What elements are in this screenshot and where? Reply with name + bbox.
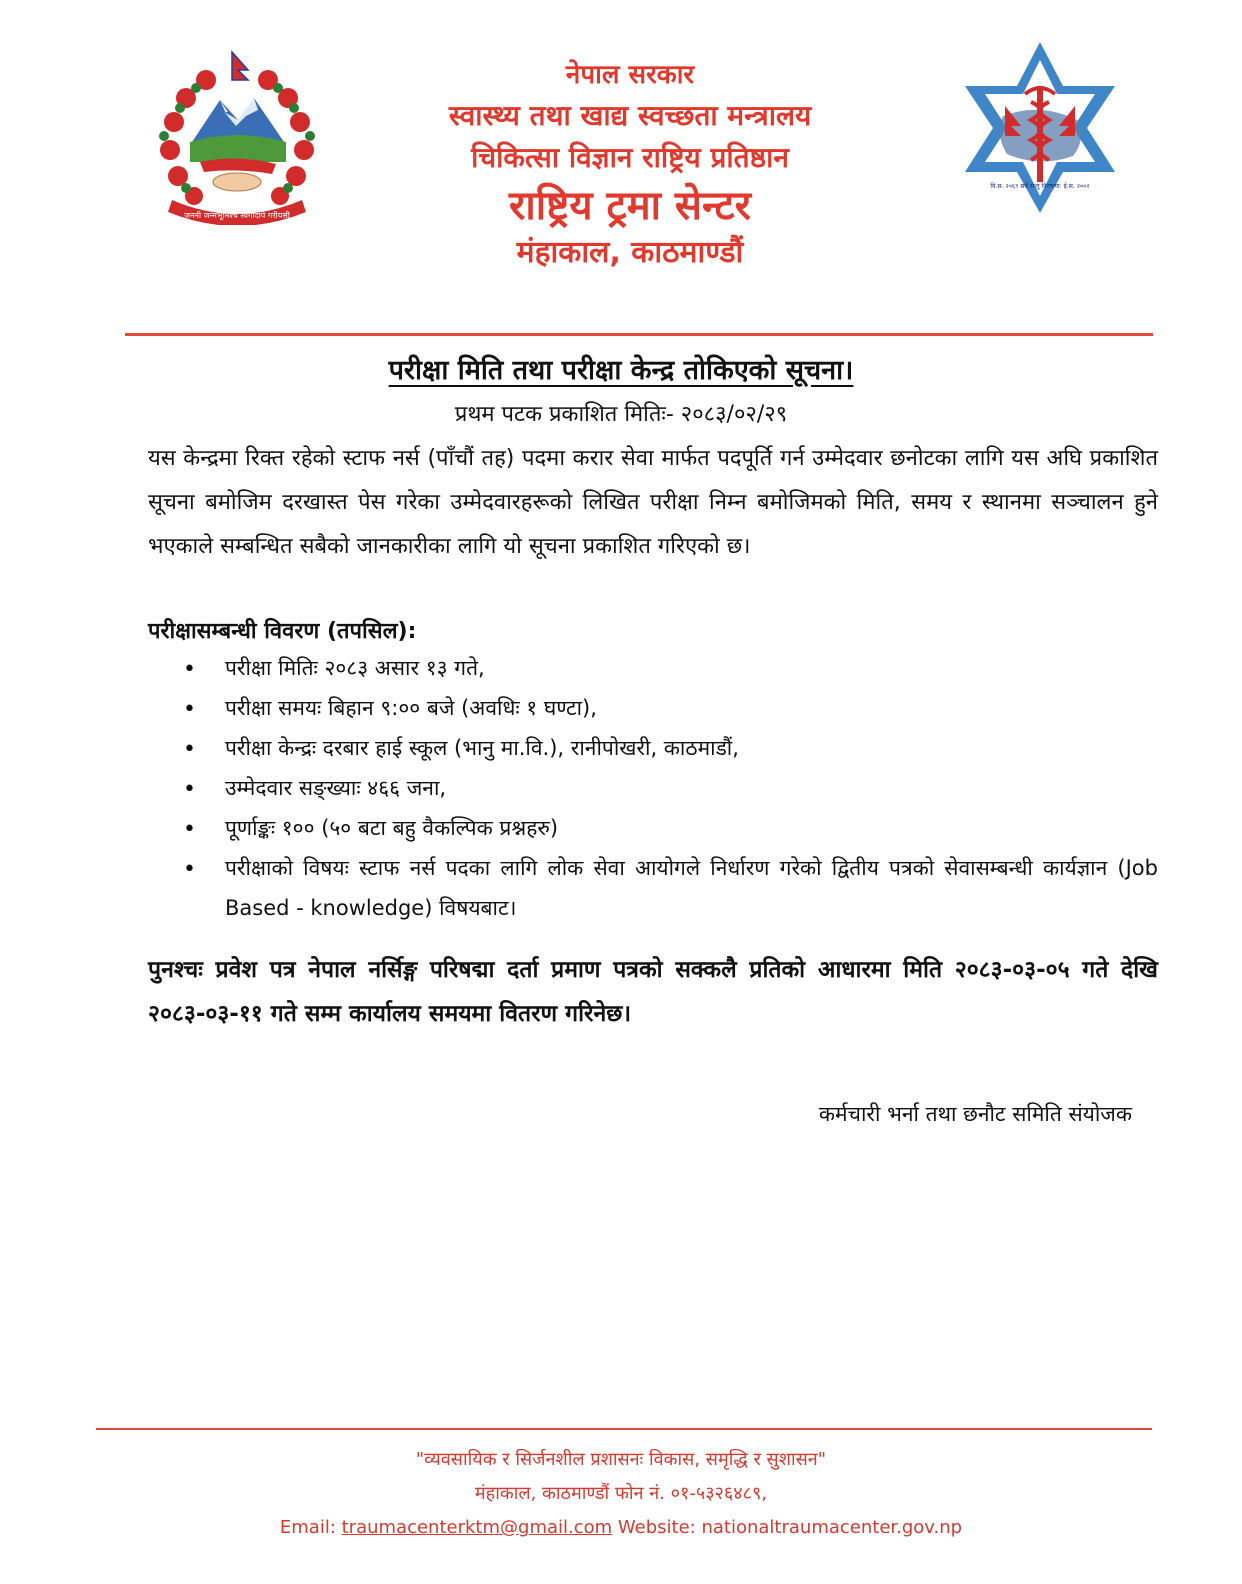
website-label: Website: bbox=[617, 1517, 696, 1538]
footer-contact bbox=[0, 1511, 1242, 1545]
academy-name: चिकित्सा विज्ञान राष्ट्रिय प्रतिष्ठान bbox=[471, 141, 789, 174]
list-item-exam-date: • परीक्षा मितिः २०८३ असार १३ गते, bbox=[183, 648, 1158, 688]
exam-details-list bbox=[183, 648, 1158, 928]
footer bbox=[0, 1443, 1242, 1545]
government-name: नेपाल सरकार bbox=[565, 60, 695, 90]
exam-details-heading: परीक्षासम्बन्धी विवरण (तपसिल): bbox=[148, 619, 417, 644]
list-item-exam-time: • परीक्षा समयः बिहान ९:०० बजे (अवधिः १ घण्टा), bbox=[183, 688, 1158, 728]
list-item-candidate-count: • उम्मेदवार सङ्ख्याः ४६६ जना, bbox=[183, 768, 1158, 808]
footer-slogan: "व्यवसायिक र सिर्जनशील प्रशासनः विकास, समृद्धि र सुशासन" bbox=[415, 1449, 827, 1470]
nepal-government-emblem-icon bbox=[150, 50, 325, 225]
footer-divider bbox=[96, 1428, 1152, 1430]
notice-title: परीक्षा मिति तथा परीक्षा केन्द्र तोकिएको सूचना। bbox=[388, 355, 854, 386]
header-divider bbox=[125, 333, 1153, 336]
list-item-exam-subject: • परीक्षाको विषयः स्टाफ नर्स पदका लागि लोक सेवा आयोगले निर्धारण गरेको द्वितीय पत्रको सेवासम्बन्धी कार्यज्ञान (Job Based - knowledge) विषयबाट। bbox=[183, 848, 1158, 928]
list-item-full-marks: • पूर्णाङ्कः १०० (५० बटा बहु वैकल्पिक प्रश्नहरु) bbox=[183, 808, 1158, 848]
letterhead bbox=[0, 0, 1242, 320]
office-heading bbox=[330, 62, 930, 268]
institution-address: मंहाकाल, काठमाण्डौं bbox=[516, 235, 744, 270]
published-date: प्रथम पटक प्रकाशित मितिः- २०८३/०२/२९ bbox=[454, 402, 788, 427]
signatory: कर्मचारी भर्ना तथा छनौट समिति संयोजक bbox=[818, 1102, 1132, 1126]
footer-address: मंहाकाल, काठमाण्डौं फोन नं. ०१-५३२६४८९, bbox=[474, 1483, 768, 1504]
svg-text:वि.स. २०६९ सर्वे सन्तु निरामया: वि.स. २०६९ सर्वे सन्तु निरामया: ई.स. २००२ bbox=[990, 183, 1090, 190]
postscript-note: पुनश्चः प्रवेश पत्र नेपाल नर्सिङ्ग परिषद्मा दर्ता प्रमाण पत्रको सक्कलै प्रतिको आधारमा मिति २०८३-०३-०५ गते देखि २०८३-०३-११ गते सम्म कार्यालय समयमा वितरण गरिनेछ। bbox=[148, 957, 1158, 1027]
notice-body: यस केन्द्रमा रिक्त रहेको स्टाफ नर्स (पाँचौं तह) पदमा करार सेवा मार्फत पदपूर्ति गर्न उम्मेदवार छनोटका लागि यस अघि प्रकाशित सूचना बमोजिम दरखास्त पेस गरेका उम्मेदवारहरूको लिखित परीक्षा निम्न बमोजिमको मिति, समय र स्थानमा सञ्चालन हुने भएकाले सम्बन्धित सबैको जानकारीका लागि यो सूचना प्रकाशित गरिएको छ। bbox=[148, 446, 1158, 559]
nams-star-caduceus-logo-icon bbox=[955, 38, 1125, 213]
institution-name: राष्ट्रिय ट्रमा सेन्टर bbox=[508, 183, 752, 229]
website-link[interactable]: nationaltraumacenter.gov.np bbox=[701, 1517, 963, 1538]
ministry-name: स्वास्थ्य तथा खाद्य स्वच्छता मन्त्रालय bbox=[448, 99, 812, 132]
email-link[interactable]: traumacenterktm@gmail.com bbox=[341, 1517, 613, 1538]
svg-text:जननी जन्मभूमिश्च स्वर्गादपि गर: जननी जन्मभूमिश्च स्वर्गादपि गरीयसी bbox=[184, 211, 290, 220]
email-label: Email: bbox=[279, 1517, 336, 1538]
list-item-exam-center: • परीक्षा केन्द्रः दरबार हाई स्कूल (भानु मा.वि.), रानीपोखरी, काठमाडौं, bbox=[183, 728, 1158, 768]
